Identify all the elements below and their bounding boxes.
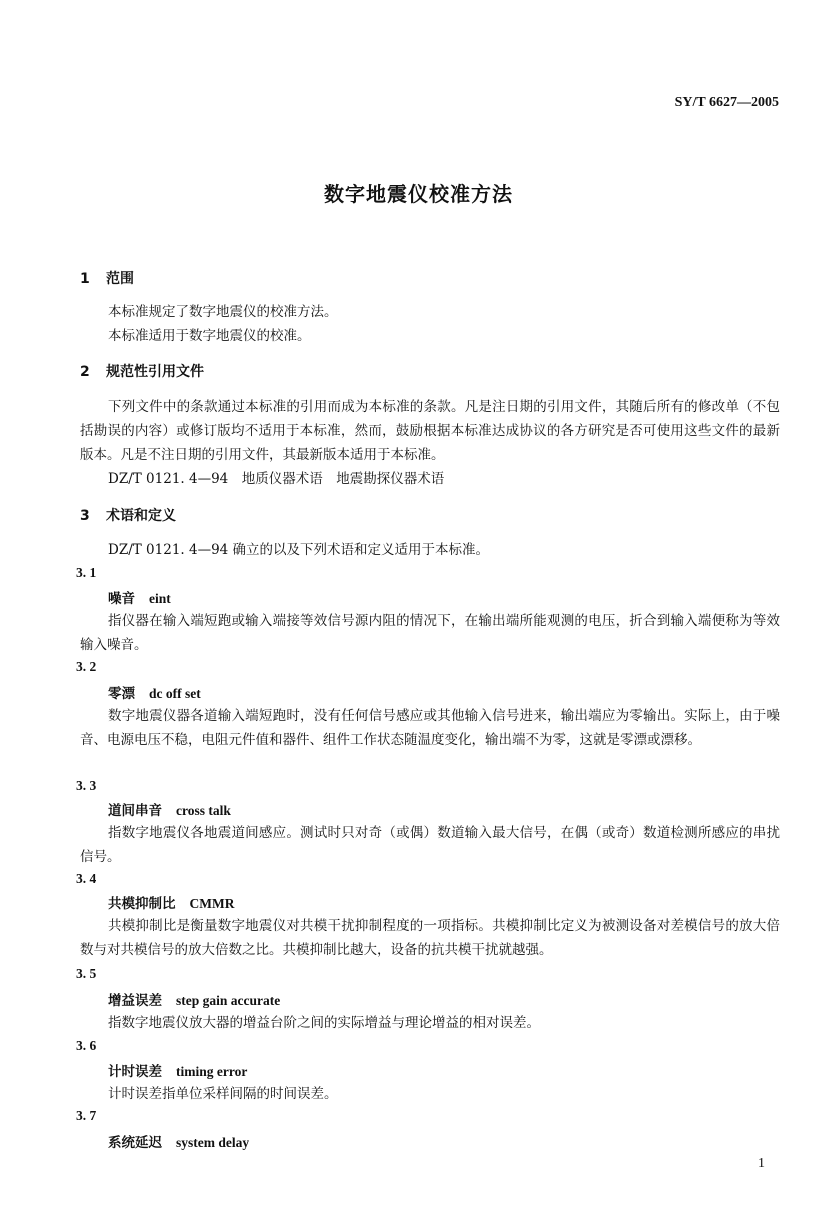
section-number: 3 [80, 508, 90, 524]
section-title: 规范性引用文件 [106, 364, 204, 380]
term-number: 3. 6 [76, 1038, 97, 1053]
section-2-heading [80, 361, 204, 381]
term-cn: 共模抑制比 [108, 896, 176, 912]
term-cn: 计时误差 [108, 1064, 162, 1080]
term-definition: 指仪器在输入端短跑或输入端接等效信号源内阻的情况下，在输出端所能观测的电压，折合到输入端便称为等效输入噪音。 [80, 613, 780, 653]
term-heading [108, 1060, 247, 1080]
term-cn: 噪音 [108, 591, 135, 607]
term-number: 3. 1 [76, 565, 97, 580]
term-cn: 增益误差 [108, 993, 162, 1009]
term-number: 3. 2 [76, 659, 97, 674]
term-heading [108, 1131, 249, 1151]
section-number: 1 [80, 271, 90, 287]
term-number: 3. 4 [76, 871, 97, 886]
term-number: 3. 5 [76, 966, 97, 981]
term-definition: 指数字地震仪各地震道间感应。测试时只对奇（或偶）数道输入最大信号，在偶（或奇）数道检测所感应的串扰信号。 [80, 825, 780, 865]
section-number: 2 [80, 364, 90, 380]
term-en: dc off set [149, 686, 201, 701]
section-3-heading [80, 505, 176, 525]
term-heading [108, 587, 171, 607]
document-title: 数字地震仪校准方法 [324, 182, 513, 206]
term-heading [108, 892, 234, 912]
section-1-heading [80, 268, 134, 288]
term-definition: 指数字地震仪放大器的增益台阶之间的实际增益与理论增益的相对误差。 [108, 1015, 540, 1031]
term-en: step gain accurate [176, 993, 281, 1008]
term-en: cross talk [176, 803, 231, 818]
term-definition: 计时误差指单位采样间隔的时间误差。 [108, 1086, 338, 1102]
term-en: eint [149, 591, 171, 606]
term-cn: 系统延迟 [108, 1135, 162, 1151]
section-2-paragraph: 下列文件中的条款通过本标准的引用而成为本标准的条款。凡是注日期的引用文件，其随后所有的修改单（不包括勘误的内容）或修订版均不适用于本标准，然而，鼓励根据本标准达成协议的各方研究是否可使用这些文件的最新版本。凡是不注日期的引用文件，其最新版本适用于本标准。 [80, 399, 780, 463]
term-number: 3. 7 [76, 1108, 97, 1123]
term-cn: 道间串音 [108, 803, 162, 819]
term-number: 3. 3 [76, 778, 97, 793]
term-en: system delay [176, 1135, 250, 1150]
term-heading [108, 799, 231, 819]
term-heading [108, 682, 201, 702]
standard-number: SY/T 6627—2005 [674, 95, 779, 110]
page-number: 1 [758, 1156, 765, 1171]
term-heading [108, 989, 280, 1009]
term-en: CMMR [189, 896, 235, 911]
term-en: timing error [176, 1064, 248, 1079]
term-definition: 数字地震仪器各道输入端短跑时，没有任何信号感应或其他输入信号进来，输出端应为零输出。实际上，由于噪音、电源电压不稳，电阻元件值和器件、组件工作状态随温度变化，输出端不为零，这就是零漂或漂移。 [80, 708, 780, 748]
section-title: 范围 [106, 271, 134, 287]
section-1-line-2: 本标准适用于数字地震仪的校准。 [108, 328, 311, 344]
section-title: 术语和定义 [106, 508, 176, 524]
section-3-intro: DZ/T 0121. 4—94 确立的以及下列术语和定义适用于本标准。 [108, 542, 490, 558]
section-1-line-1: 本标准规定了数字地震仪的校准方法。 [108, 304, 338, 320]
term-definition: 共模抑制比是衡量数字地震仪对共模干扰抑制程度的一项指标。共模抑制比定义为被测设备对差模信号的放大倍数与对共模信号的放大倍数之比。共模抑制比越大，设备的抗共模干扰就越强。 [80, 918, 780, 958]
term-cn: 零漂 [108, 686, 135, 702]
normative-reference: DZ/T 0121. 4—94 地质仪器术语 地震勘探仪器术语 [108, 471, 445, 487]
